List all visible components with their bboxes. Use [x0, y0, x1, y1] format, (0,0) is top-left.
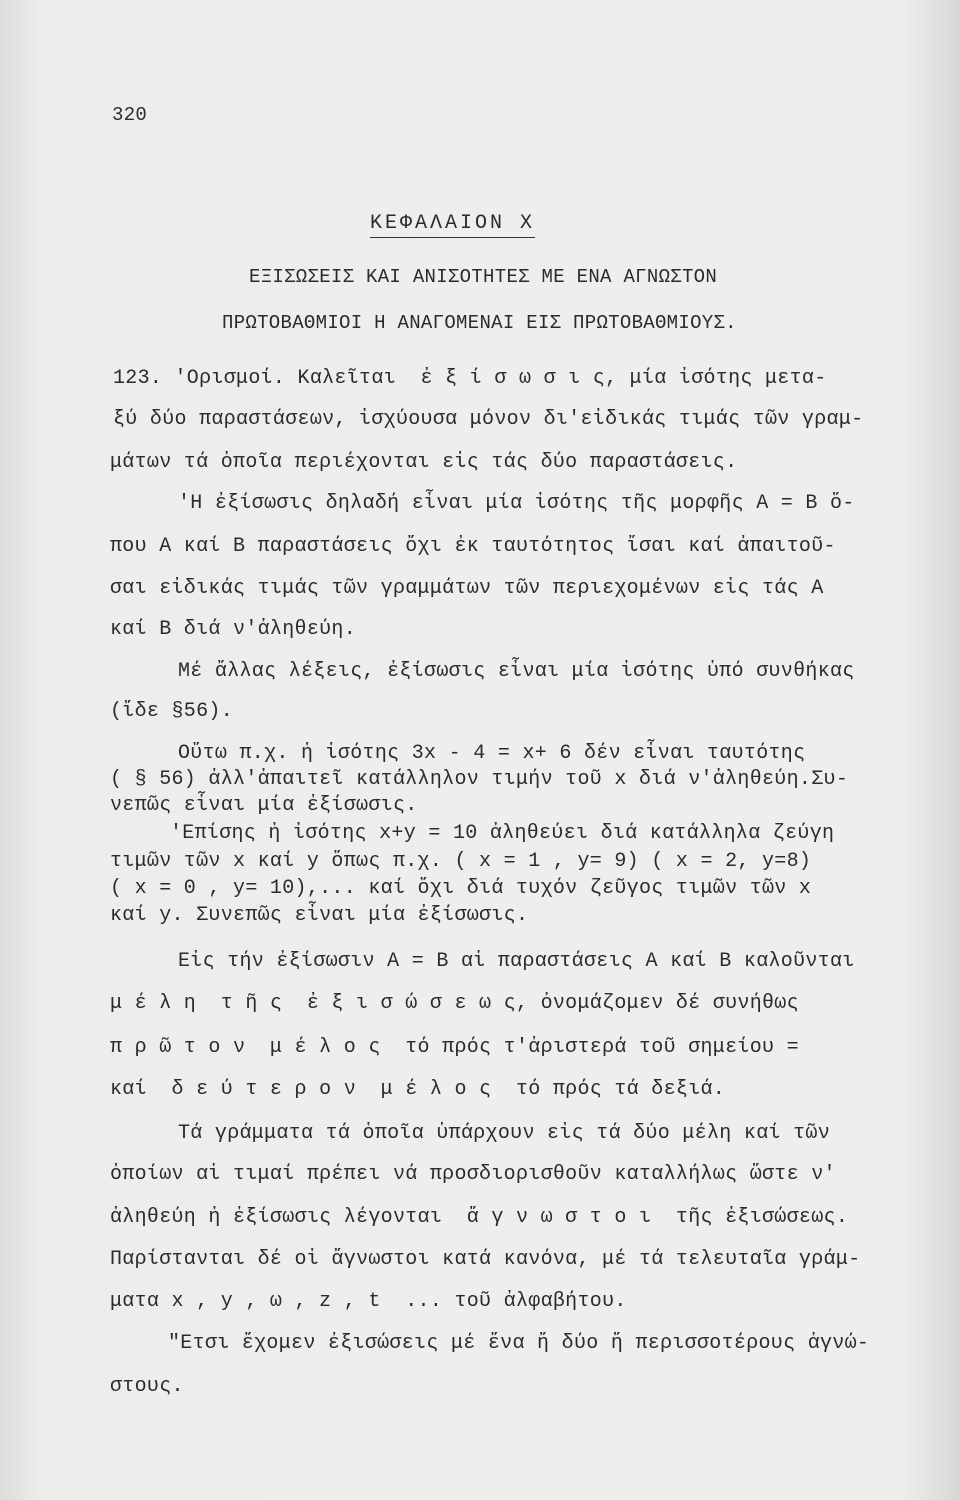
- text-line: ματα x , y , ω , z , t ... τοῦ ἀλφαβήτου.: [110, 1290, 627, 1313]
- text-line: ἀληθεύη ἡ ἐξίσωσις λέγονται ἄ γ ν ω σ τ ο ι τῆς ἐξισώσεως.: [110, 1206, 849, 1229]
- subtitle-line-2: ΠΡΩΤΟΒΑΘΜΙΟΙ Η ΑΝΑΓΟΜΕΝΑΙ ΕΙΣ ΠΡΩΤΟΒΑΘΜΙΟΥΣ.: [222, 312, 737, 334]
- text-line: καί y. Συνεπῶς εἶναι μία ἐξίσωσις.: [110, 904, 529, 927]
- text-line: ξύ δύο παραστάσεων, ἰσχύουσα μόνον δι'εἰδικάς τιμάς τῶν γραμ-: [113, 408, 864, 431]
- text-line: στους.: [110, 1375, 184, 1398]
- text-line: Τά γράμματα τά ὁποῖα ὑπάρχουν εἰς τά δύο μέλη καί τῶν: [178, 1122, 831, 1145]
- text-line: 'Η ἐξίσωσις δηλαδή εἶναι μία ἰσότης τῆς μορφῆς Α = Β ὅ-: [178, 492, 855, 515]
- text-line: μ έ λ η τ ῆ ς ἐ ξ ι σ ώ σ ε ω ς, ὀνομάζομεν δέ συνήθως: [110, 992, 799, 1015]
- text-line: καί δ ε ύ τ ε ρ ο ν μ έ λ ο ς τό πρός τά δεξιά.: [110, 1078, 726, 1101]
- text-line: π ρ ῶ τ ο ν μ έ λ ο ς τό πρός τ'ἀριστερά τοῦ σημείου =: [110, 1036, 799, 1059]
- text-line: νεπῶς εἶναι μία ἐξίσωσις.: [110, 794, 418, 817]
- text-line: Εἰς τήν ἐξίσωσιν Α = Β αἱ παραστάσεις Α καί Β καλοῦνται: [178, 950, 855, 973]
- text-line: ( § 56) ἀλλ'ἀπαιτεῖ κατάλληλον τιμήν τοῦ x διά ν'ἀληθεύη.Συ-: [110, 768, 849, 791]
- page-number: 320: [112, 104, 148, 126]
- text-line: μάτων τά ὁποῖα περιέχονται εἰς τάς δύο παραστάσεις.: [110, 451, 738, 474]
- text-line: Οὕτω π.χ. ἡ ἰσότης 3x - 4 = x+ 6 δέν εἶναι ταυτότης: [178, 742, 806, 765]
- text-line: 123. 'Ορισμοί. Καλεῖται ἐ ξ ί σ ω σ ι ς, μία ἰσότης μετα-: [113, 367, 827, 390]
- text-line: τιμῶν τῶν x καί y ὅπως π.χ. ( x = 1 , y= 9) ( x = 2, y=8): [110, 850, 812, 873]
- text-line: 'Επίσης ἡ ἰσότης x+y = 10 ἀληθεύει διά κατάλληλα ζεύγη: [170, 822, 835, 845]
- text-line: ὁποίων αἱ τιμαί πρέπει νά προσδιορισθοῦν καταλλήλως ὥστε ν': [110, 1163, 836, 1186]
- text-line: που Α καί Β παραστάσεις ὄχι ἐκ ταυτότητος ἴσαι καί ἀπαιτοῦ-: [110, 535, 836, 558]
- text-line: Μέ ἄλλας λέξεις, ἐξίσωσις εἶναι μία ἰσότης ὑπό συνθήκας: [178, 660, 855, 683]
- subtitle-line-1: ΕΞΙΣΩΣΕΙΣ ΚΑΙ ΑΝΙΣΟΤΗΤΕΣ ΜΕ ΕΝΑ ΑΓΝΩΣΤΟΝ: [249, 266, 718, 288]
- text-line: ( x = 0 , y= 10),... καί ὄχι διά τυχόν ζεῦγος τιμῶν τῶν x: [110, 877, 812, 900]
- chapter-title: ΚΕΦΑΛΑΙΟΝ Χ: [370, 212, 535, 238]
- text-line: Παρίστανται δέ οἱ ἄγνωστοι κατά κανόνα, μέ τά τελευταῖα γράμ-: [110, 1248, 861, 1271]
- text-line: καί Β διά ν'ἀληθεύη.: [110, 618, 357, 641]
- text-line: (ἴδε §56).: [110, 700, 234, 723]
- text-line: "Ετσι ἔχομεν ἐξισώσεις μέ ἕνα ἤ δύο ἤ περισσοτέρους ἀγνώ-: [168, 1332, 870, 1355]
- text-line: σαι εἰδικάς τιμάς τῶν γραμμάτων τῶν περιεχομένων εἰς τάς Α: [110, 577, 824, 600]
